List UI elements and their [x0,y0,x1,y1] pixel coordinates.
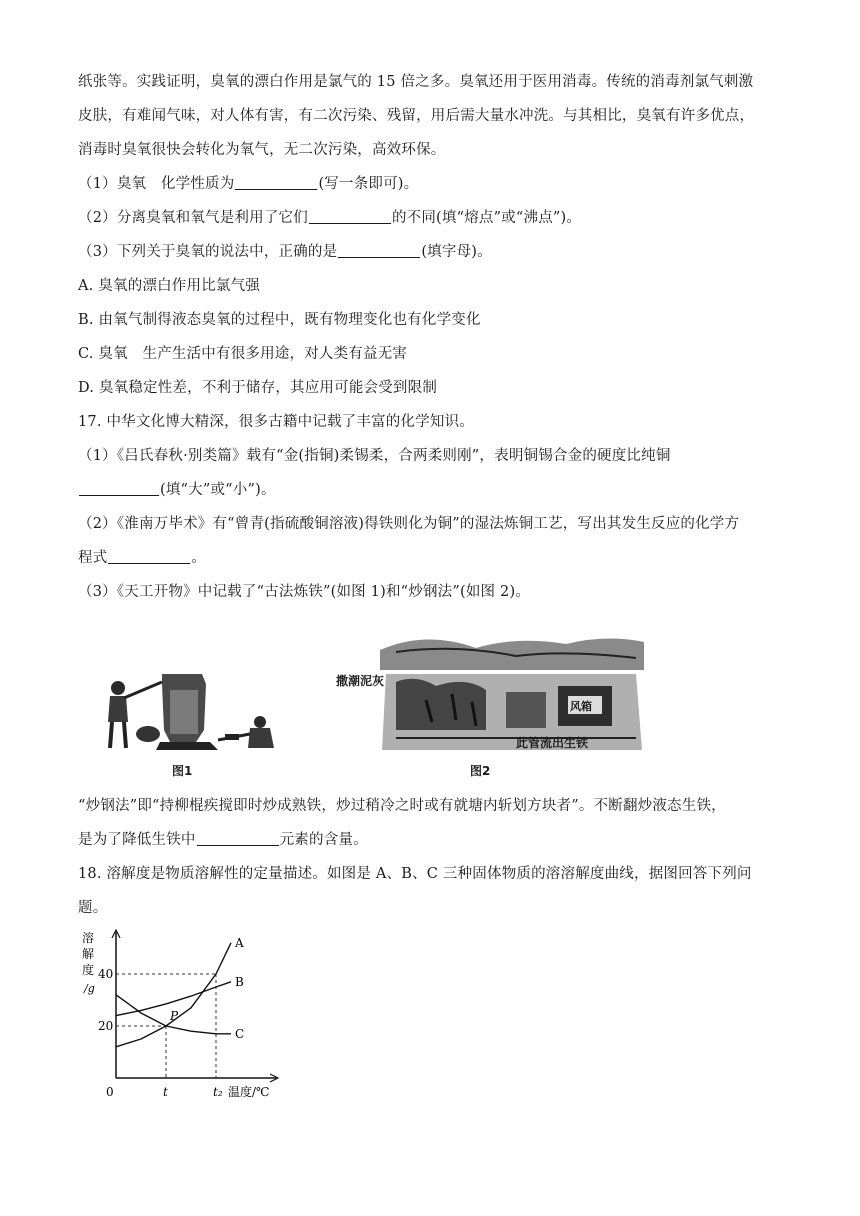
x-tick-label: 0 [106,1085,114,1099]
y-axis-label-2: 解 [82,947,95,961]
y-tick-label: 40 [98,967,114,981]
figure-2-caption: 图2 [470,764,491,778]
intro-line-3: 消毒时臭氧很快会转化为氧气，无二次污染，高效环保。 [78,142,446,158]
series-label-b: B [235,974,244,989]
q17-tail-text-a: 是为了降低生铁中 [78,832,196,848]
intersection-point-label: P [170,1009,179,1023]
answer-blank[interactable] [108,549,190,564]
figure-2-illustration [336,630,646,756]
intro-line-1: 纸张等。实践证明，臭氧的漂白作用是氯气的 15 倍之多。臭氧还用于医用消毒。传统的消毒剂氯气刺激 [78,74,754,90]
figure-2-label-outlet: 此管流出生铁 [516,736,589,750]
q16-option-b: B. 由氧气制得液态臭氧的过程中，既有物理变化也有化学变化 [78,312,481,328]
q16-part1-text-a: （1）臭氧 化学性质为 [78,176,235,192]
q17-part2-text-a: 程式 [78,550,108,566]
q16-part1 [78,174,418,194]
x-tick-label: t₂ [213,1085,223,1099]
q17-part2-line1: （2）《淮南万毕术》有“曾青(指硫酸铜溶液)得铁则化为铜”的湿法炼铜工艺，写出其发生反应的化学方 [78,516,740,532]
series-label-c: C [235,1026,245,1041]
q17-part1-line2 [78,480,276,500]
q18-stem-line2: 题。 [78,900,108,916]
series-curve-a [116,943,231,1047]
q17-part1-text: (填“大”或“小”)。 [160,482,276,498]
answer-blank[interactable] [197,831,279,846]
q16-option-d: D. 臭氧稳定性差，不利于储存，其应用可能会受到限制 [78,380,438,396]
q17-tail-text-b: 元素的含量。 [279,832,368,848]
q16-part2-text-a: （2）分离臭氧和氧气是利用了它们 [78,210,308,226]
y-axis-label-3: 度 [82,963,95,977]
q17-part2-line2 [78,548,206,568]
q17-part3: （3）《天工开物》中记载了“古法炼铁”(如图 1)和“炒钢法”(如图 2)。 [78,584,531,600]
x-tick-label: t [163,1085,168,1099]
q18-stem-line1: 18. 溶解度是物质溶解性的定量描述。如图是 A、B、C 三种固体物质的溶溶解度曲线，据图回答下列问 [78,866,752,882]
q16-option-a: A. 臭氧的漂白作用比氯气强 [78,278,260,294]
intro-line-2: 皮肤，有难闻气味，对人体有害，有二次污染、残留，用后需大量水冲洗。与其相比，臭氧有许多优点， [78,108,755,124]
q17-tail-line2 [78,830,368,850]
q16-part2-text-b: 的不同(填“熔点”或“沸点”)。 [391,210,582,226]
answer-blank[interactable] [235,175,317,190]
q17-tail-line1: “炒钢法”即“持柳棍疾搅即时炒成熟铁，炒过稍冷之时或有就塘内斩划方块者”。不断翻炒液态生铁， [78,798,726,814]
q17-stem: 17. 中华文化博大精深，很多古籍中记载了丰富的化学知识。 [78,414,474,430]
figure-1-illustration [100,660,295,760]
q17-part2-text-b: 。 [191,550,207,566]
q16-part1-text-b: (写一条即可)。 [318,176,419,192]
figure-1-caption: 图1 [172,764,193,778]
figure-2-label-slag: 撒潮泥灰 [336,674,385,688]
answer-blank[interactable] [309,209,391,224]
q16-option-c: C. 臭氧 生产生活中有很多用途，对人类有益无害 [78,346,408,362]
q16-part3 [78,242,492,262]
q16-part3-text-b: (填字母)。 [421,244,492,260]
figure-2-label-bellows: 风箱 [570,700,592,713]
solubility-chart [76,924,286,1100]
series-label-a: A [235,935,244,950]
y-axis-unit: /g [84,982,95,995]
q16-part3-text-a: （3）下列关于臭氧的说法中，正确的是 [78,244,338,260]
answer-blank[interactable] [79,481,159,496]
y-tick-label: 20 [98,1019,114,1033]
q17-part1-line1: （1）《吕氏春秋·别类篇》载有“金(指铜)柔锡柔，合两柔则刚”，表明铜锡合金的硬度比纯铜 [78,448,671,464]
y-axis-label-1: 溶 [82,931,95,945]
q16-part2 [78,208,581,228]
answer-blank[interactable] [338,243,420,258]
x-axis-label: 温度/℃ [228,1085,270,1099]
